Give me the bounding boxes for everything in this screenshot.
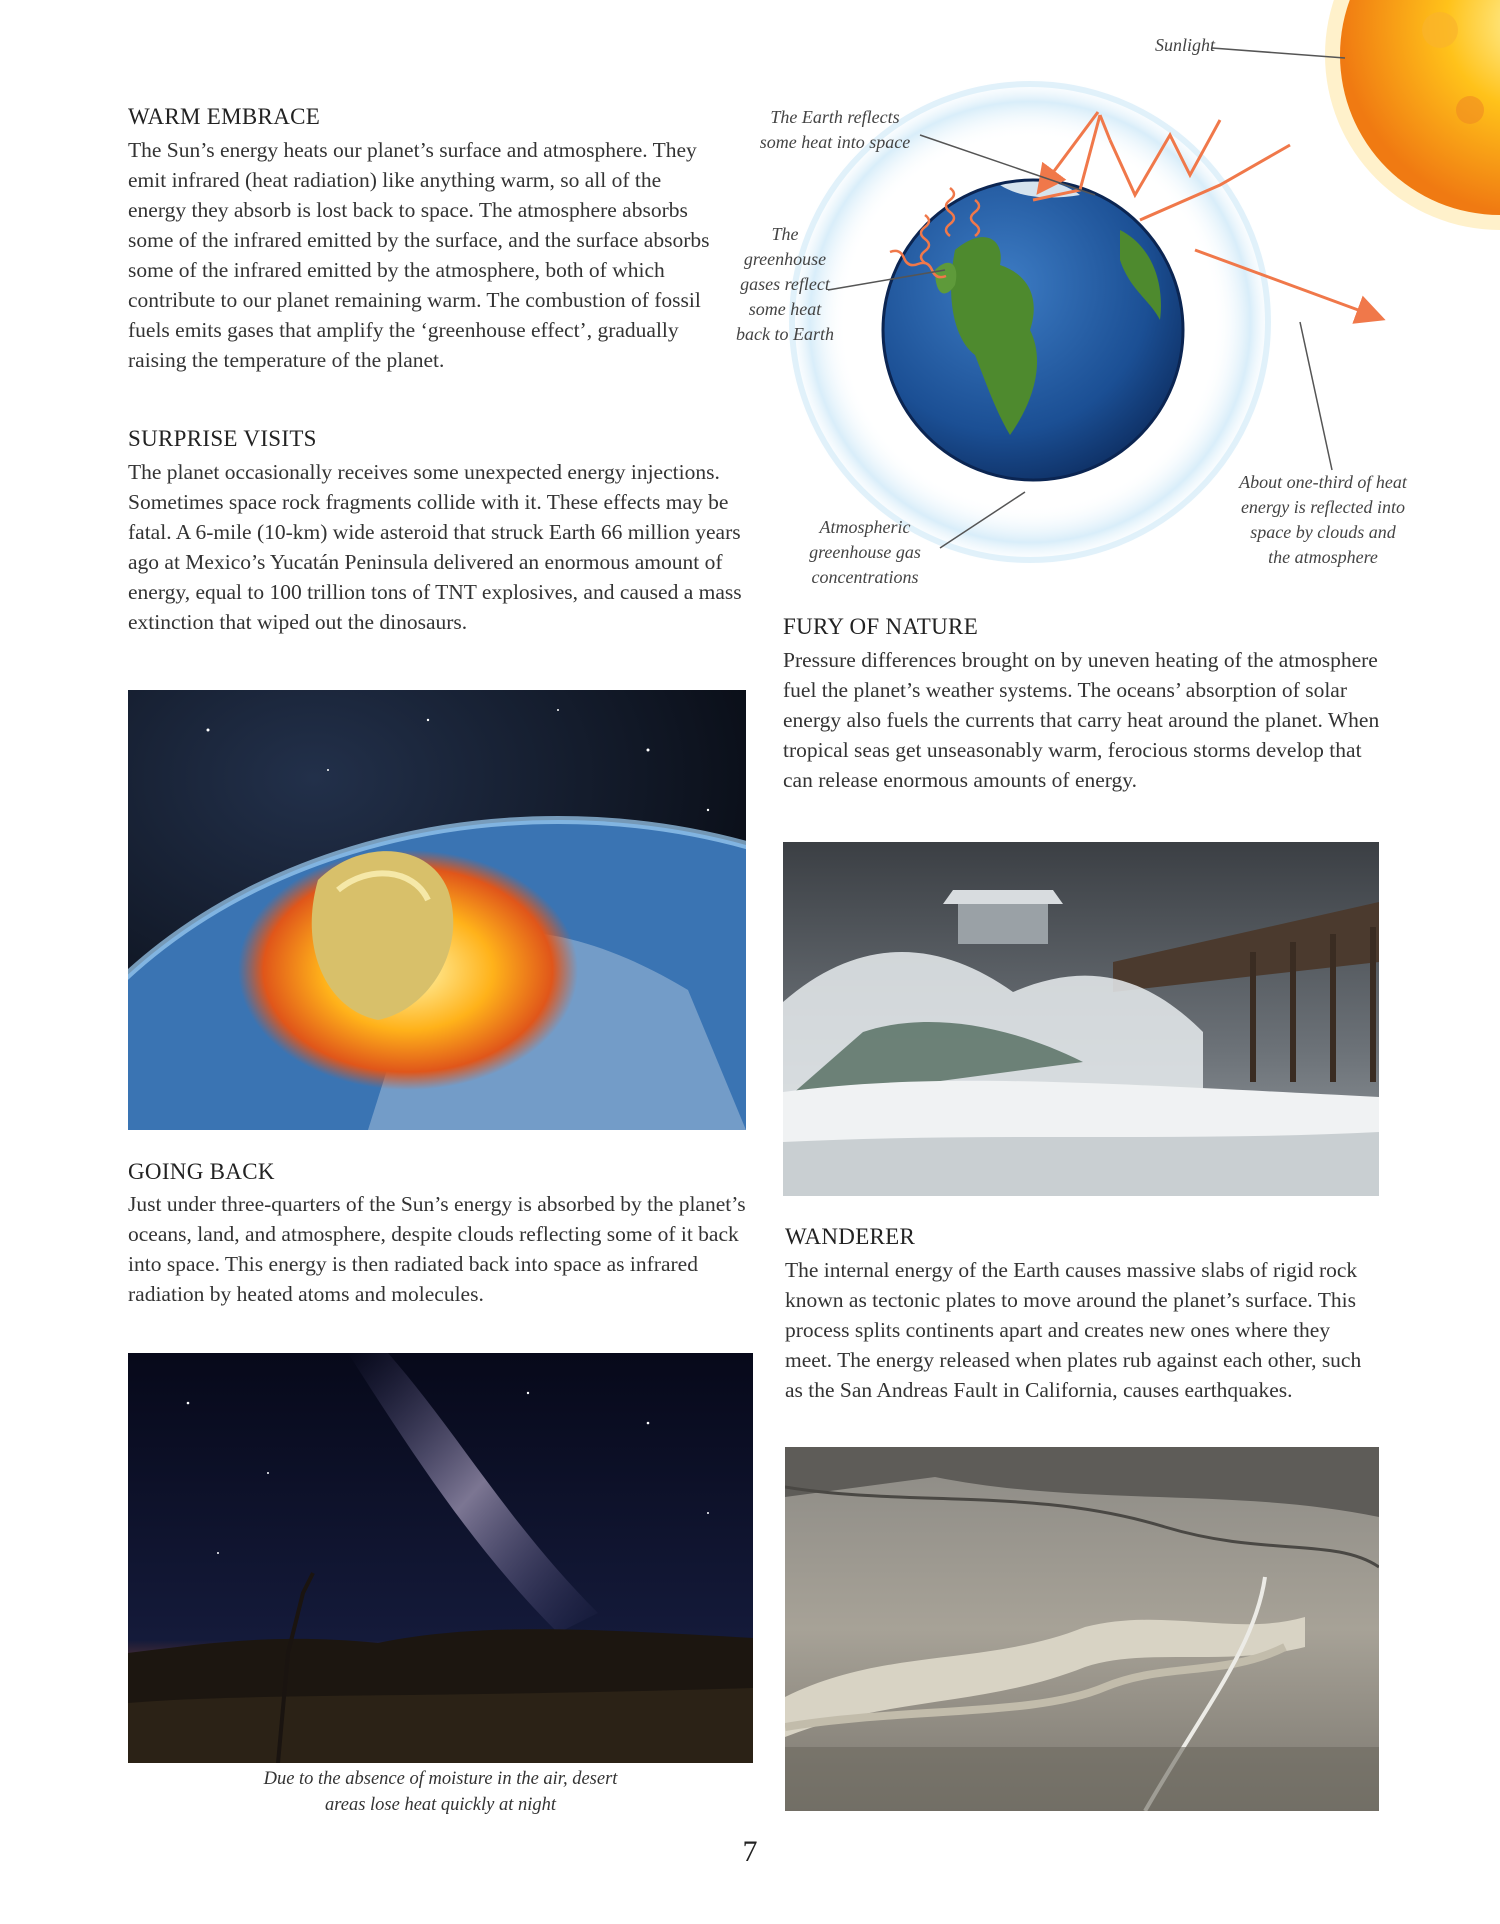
sunlight-label: Sunlight	[1154, 35, 1215, 55]
surprise-visits-body: The planet occasionally receives some unexpected energy injections. Sometimes space rock fragments collide with it. These effects may be fatal. A 6-mile (10-km) wide asteroid that struck Earth 66 million years ago at Mexico’s Yucatán Peninsula delivered an enormous amount of energy, equal to 100 trillion tons of TNT explosives, and caused a mass extinction that wiped out the dinosaurs.	[128, 460, 742, 634]
asteroid-impact-image	[128, 690, 746, 1130]
earth-reflects-label: The Earth reflects some heat into space	[759, 107, 911, 152]
one-third-label: About one-third of heat energy is reflected into space by clouds and the atmosphere	[1239, 472, 1407, 567]
page-number: 7	[742, 1835, 758, 1868]
desert-caption: Due to the absence of moisture in the air, desert areas lose heat quickly at night	[263, 1769, 618, 1815]
fury-of-nature-body: Pressure differences brought on by uneven heating of the atmosphere fuel the planet’s weather systems. The oceans’ absorption of solar energy also fuels the currents that carry heat around the planet. When tropical seas get unseasonably warm, ferocious storms develop that can release enormous amounts of energy.	[783, 648, 1380, 792]
surprise-visits-heading: SURPRISE VISITS	[128, 426, 317, 451]
storm-pier-image	[783, 842, 1379, 1196]
wanderer-body: The internal energy of the Earth causes massive slabs of rigid rock known as tectonic plates to move around the planet’s surface. This process splits continents apart and creates new ones where they meet. The energy released when plates rub against each other, such as the San Andreas Fault in California, causes earthquakes.	[785, 1258, 1362, 1402]
desert-night-image	[128, 1353, 753, 1763]
wanderer-heading: WANDERER	[785, 1224, 916, 1249]
going-back-heading: GOING BACK	[128, 1159, 275, 1184]
sun-icon	[1325, 0, 1500, 230]
going-back-body: Just under three-quarters of the Sun’s energy is absorbed by the planet’s oceans, land, and atmosphere, despite clouds reflecting some of it back into space. This energy is then radiated back into space as infrared radiation by heated atoms and molecules.	[128, 1192, 746, 1306]
warm-embrace-body: The Sun’s energy heats our planet’s surface and atmosphere. They emit infrared (heat radiation) like anything warm, so all of the energy they absorb is lost back to space. The atmosphere absorbs some of the infrared emitted by the surface, and the surface absorbs some of the infrared emitted by the atmosphere, both of which contribute to our planet remaining warm. The combustion of fossil fuels emits gases that amplify the ‘greenhouse effect’, gradually raising the temperature of the planet.	[128, 138, 710, 372]
fury-of-nature-heading: FURY OF NATURE	[783, 614, 979, 639]
san-andreas-fault-image	[785, 1447, 1379, 1811]
warm-embrace-heading: WARM EMBRACE	[128, 104, 321, 129]
atmospheric-label: Atmospheric greenhouse gas concentrations	[809, 517, 921, 587]
greenhouse-gases-label: The greenhouse gases reflect some heat back to Earth	[736, 224, 834, 344]
